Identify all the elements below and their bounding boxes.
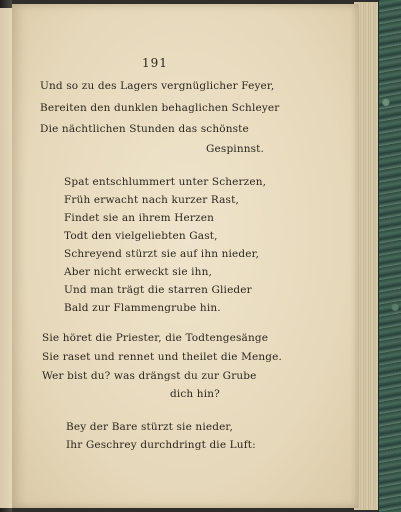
- verse-line: Die nächtlichen Stunden das schönste: [40, 123, 249, 135]
- verse-line: Sie höret die Priester, die Todtengesänge: [42, 332, 269, 344]
- book-page: [12, 4, 358, 508]
- marbled-cover-edge: [378, 0, 401, 512]
- verse-line: dich hin?: [170, 388, 220, 400]
- page-number: 191: [142, 56, 168, 70]
- verse-line: Spat entschlummert unter Scherzen,: [64, 176, 267, 188]
- verse-line: Todt den vielgeliebten Gast,: [64, 230, 218, 242]
- verse-line: Aber nicht erweckt sie ihn,: [64, 266, 212, 278]
- verse-line: Schreyend stürzt sie auf ihn nieder,: [64, 248, 260, 260]
- verse-line: Wer bist du? was drängst du zur Grube: [42, 370, 257, 382]
- verse-line: Bald zur Flammengrube hin.: [64, 302, 221, 314]
- verse-line: Bey der Bare stürzt sie nieder,: [66, 421, 233, 433]
- verse-line: Sie raset und rennet und theilet die Menge.: [42, 351, 283, 363]
- verse-line: Ihr Geschrey durchdringt die Luft:: [66, 439, 256, 451]
- verse-line: Gespinnst.: [206, 143, 265, 155]
- verse-line: Früh erwacht nach kurzer Rast,: [64, 194, 239, 206]
- verse-line: Bereiten den dunklen behaglichen Schleyer: [40, 102, 280, 114]
- verse-line: Und so zu des Lagers vergnüglicher Feyer,: [40, 80, 275, 92]
- verse-line: Findet sie an ihrem Herzen: [64, 212, 215, 224]
- verse-line: Und man trägt die starren Glieder: [64, 284, 252, 296]
